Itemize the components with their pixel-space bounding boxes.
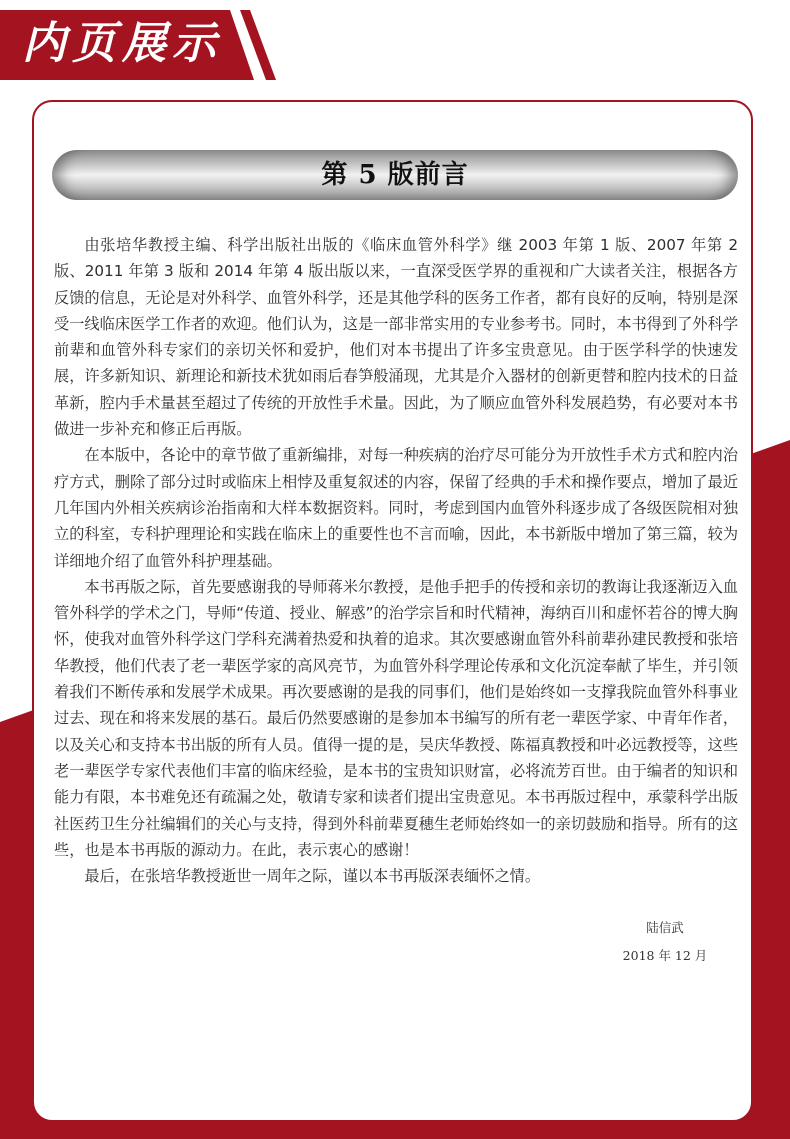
signature-date: 2018 年 12 月 xyxy=(622,948,708,963)
title-bar xyxy=(52,150,738,200)
paragraph: 最后，在张培华教授逝世一周年之际，谨以本书再版深表缅怀之情。 xyxy=(84,867,541,886)
preface-body xyxy=(54,232,738,889)
signature-block xyxy=(600,918,730,964)
author-name: 陆信武 xyxy=(646,920,684,935)
header-title: 内页展示 xyxy=(22,18,222,69)
document-title: 第 5 版前言 xyxy=(321,160,469,190)
paragraph: 在本版中，各论中的章节做了重新编排，对每一种疾病的治疗尽可能分为开放性手术方式和腔内治疗方式，删除了部分过时或临床上相悖及重复叙述的内容，保留了经典的手术和操作要点，增加了最近几年国内外相关疾病诊治指南和大样本数据资料。同时，考虑到国内血管外科逐步成了各级医院相对独立的科室，专科护理理论和实践在临床上的重要性也不言而喻，因此，本书新版中增加了第三篇，较为详细地介绍了血管外科护理基础。 xyxy=(54,446,738,570)
paragraph: 本书再版之际，首先要感谢我的导师蒋米尔教授，是他手把手的传授和亲切的教诲让我逐渐迈入血管外科学的学术之门，导师“传道、授业、解惑”的治学宗旨和时代精神，海纳百川和虚怀若谷的博大胸怀，使我对血管外科学这门学科充满着热爱和执着的追求。其次要感谢血管外科前辈孙建民教授和张培华教授，他们代表了老一辈医学家的高风亮节，为血管外科学理论传承和文化沉淀奉献了毕生，并引领着我们不断传承和发展学术成果。再次要感谢的是我的同事们，他们是始终如一支撑我院血管外科事业过去、现在和将来发展的基石。最后仍然要感谢的是参加本书编写的所有老一辈医学家、中青年作者，以及关心和支持本书出版的所有人员。值得一提的是，吴庆华教授、陈福真教授和叶必远教授等，这些老一辈医学专家代表他们丰富的临床经验，是本书的宝贵知识财富，必将流芳百世。由于编者的知识和能力有限，本书难免还有疏漏之处，敬请专家和读者们提出宝贵意见。本书再版过程中，承蒙科学出版社医药卫生分社编辑们的关心与支持，得到外科前辈夏穗生老师始终如一的亲切鼓励和指导。所有的这些，也是本书再版的源动力。在此，表示衷心的感谢！ xyxy=(54,577,738,859)
paragraph: 由张培华教授主编、科学出版社出版的《临床血管外科学》继 2003 年第 1 版、2007 年第 2 版、2011 年第 3 版和 2014 年第 4 版出版以来，一直深受医学界的重视和广大读者关注，根据各方反馈的信息，无论是对外科学、血管外科学，还是其他学科的医务工作者，都有良好的反响，特别是深受一线临床医学工作者的欢迎。他们认为，这是一部非常实用的专业参考书。同时，本书得到了外科学前辈和血管外科专家们的亲切关怀和爱护，他们对本书提出了许多宝贵意见。由于医学科学的快速发展，许多新知识、新理论和新技术犹如雨后春笋般涌现，尤其是介入器材的创新更替和腔内技术的日益革新，腔内手术量甚至超过了传统的开放性手术量。因此，为了顺应血管外科发展趋势，有必要对本书做进一步补充和修正后再版。 xyxy=(54,236,738,439)
